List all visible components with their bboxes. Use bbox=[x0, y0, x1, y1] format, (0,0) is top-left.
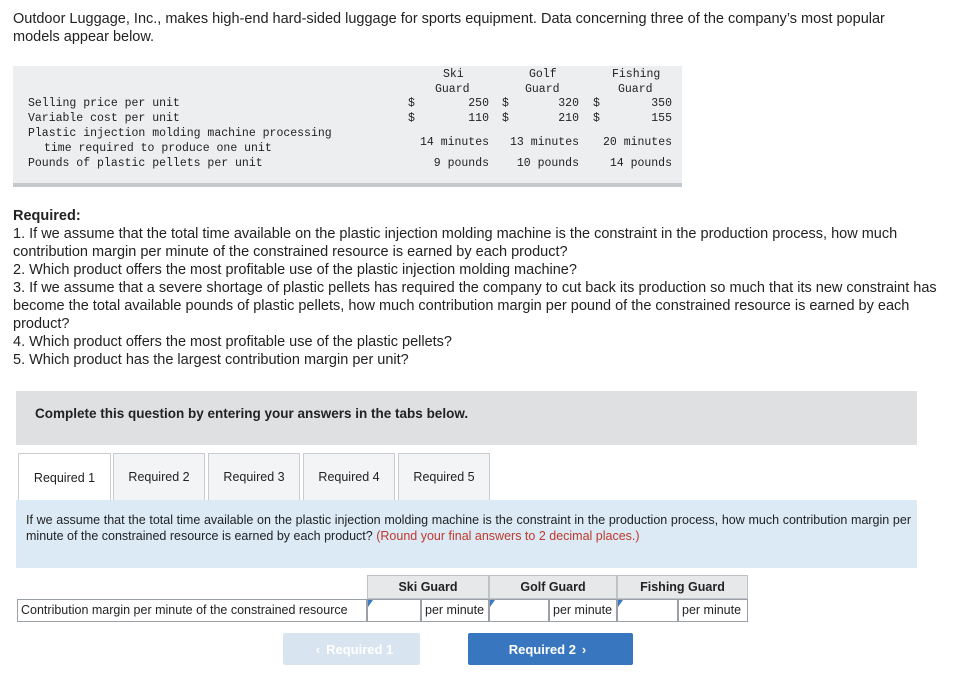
currency-sign: $ bbox=[408, 112, 415, 125]
value-golf-cost: 210 bbox=[558, 112, 579, 125]
question-panel bbox=[16, 500, 917, 568]
required-item-5: 5. Which product has the largest contribution margin per unit? bbox=[13, 352, 409, 368]
value-fishing-price: 350 bbox=[651, 97, 672, 110]
col-header-golf-line2: Guard bbox=[525, 83, 560, 96]
value-fishing-pounds: 14 pounds bbox=[609, 157, 672, 170]
input-flag-icon bbox=[618, 600, 623, 607]
value-ski-cost: 110 bbox=[468, 112, 489, 125]
col-header-ski-line1: Ski bbox=[443, 68, 464, 81]
unit-label: per minute bbox=[549, 599, 617, 622]
col-header-ski-line2: Guard bbox=[435, 83, 470, 96]
row-label-variable-cost: Variable cost per unit bbox=[28, 112, 180, 125]
required-heading: Required: bbox=[13, 208, 81, 224]
value-fishing-cost: 155 bbox=[651, 112, 672, 125]
tab-required-3[interactable]: Required 3 bbox=[208, 453, 300, 501]
value-ski-price: 250 bbox=[468, 97, 489, 110]
chevron-left-icon: ‹ bbox=[315, 641, 321, 657]
tab-required-4[interactable]: Required 4 bbox=[303, 453, 395, 501]
chevron-right-icon: › bbox=[581, 641, 587, 657]
currency-sign: $ bbox=[502, 112, 509, 125]
answer-row-label: Contribution margin per minute of the constrained resource bbox=[17, 599, 367, 622]
rounding-note: (Round your final answers to 2 decimal places.) bbox=[376, 529, 640, 543]
answer-header-golf: Golf Guard bbox=[489, 575, 617, 599]
row-label-pounds: Pounds of plastic pellets per unit bbox=[28, 157, 263, 170]
instruction-text: Complete this question by entering your answers in the tabs below. bbox=[35, 406, 469, 421]
prev-required-button[interactable] bbox=[283, 633, 420, 665]
required-item-2: 2. Which product offers the most profitable use of the plastic injection molding machine? bbox=[13, 262, 577, 278]
row-label-machine-time-line2: time required to produce one unit bbox=[44, 142, 272, 155]
col-header-fishing-line2: Guard bbox=[618, 83, 653, 96]
answer-header-ski: Ski Guard bbox=[367, 575, 489, 599]
next-required-button[interactable] bbox=[468, 633, 633, 665]
answer-header-fishing: Fishing Guard bbox=[617, 575, 748, 599]
prev-button-label: Required 1 bbox=[326, 641, 394, 657]
currency-sign: $ bbox=[408, 97, 415, 110]
ski-cm-per-minute-input[interactable] bbox=[367, 599, 421, 622]
col-header-fishing-line1: Fishing bbox=[612, 68, 661, 81]
unit-label: per minute bbox=[421, 599, 489, 622]
value-golf-price: 320 bbox=[558, 97, 579, 110]
value-ski-minutes: 14 minutes bbox=[419, 136, 489, 149]
row-label-machine-time-line1: Plastic injection molding machine processing bbox=[28, 127, 332, 140]
value-fishing-minutes: 20 minutes bbox=[602, 136, 672, 149]
required-item-4: 4. Which product offers the most profitable use of the plastic pellets? bbox=[13, 334, 452, 350]
input-flag-icon bbox=[490, 600, 495, 607]
intro-text: Outdoor Luggage, Inc., makes high-end hard-sided luggage for sports equipment. Data concerning three of the company’s most popular models appear below. bbox=[13, 11, 885, 45]
tab-required-5[interactable]: Required 5 bbox=[398, 453, 490, 501]
value-golf-minutes: 13 minutes bbox=[509, 136, 579, 149]
instruction-banner bbox=[16, 391, 917, 445]
required-item-3: 3. If we assume that a severe shortage of plastic pellets has required the company to cut back its production so much that its new constraint has become the total available pounds of plastic pellets, how much contribution margin per pound of the constrained resource is earned by each product? bbox=[13, 280, 937, 332]
currency-sign: $ bbox=[593, 97, 600, 110]
question-text bbox=[26, 512, 911, 544]
fishing-cm-per-minute-input[interactable] bbox=[617, 599, 678, 622]
ski-cm-per-minute-field[interactable] bbox=[368, 600, 420, 621]
required-item-1: 1. If we assume that the total time available on the plastic injection molding machine is the constraint in the production process, how much contribution margin per minute of the constrained resource is earned by each product? bbox=[13, 226, 898, 260]
value-golf-pounds: 10 pounds bbox=[516, 157, 579, 170]
data-table bbox=[13, 66, 682, 187]
input-flag-icon bbox=[368, 600, 373, 607]
currency-sign: $ bbox=[593, 112, 600, 125]
fishing-cm-per-minute-field[interactable] bbox=[618, 600, 677, 621]
currency-sign: $ bbox=[502, 97, 509, 110]
col-header-golf-line1: Golf bbox=[529, 68, 557, 81]
tab-required-1[interactable]: Required 1 bbox=[18, 453, 111, 502]
golf-cm-per-minute-input[interactable] bbox=[489, 599, 549, 622]
unit-label: per minute bbox=[678, 599, 748, 622]
golf-cm-per-minute-field[interactable] bbox=[490, 600, 548, 621]
next-button-label: Required 2 bbox=[508, 641, 576, 657]
tab-required-2[interactable]: Required 2 bbox=[113, 453, 205, 501]
question-body: If we assume that the total time available on the plastic injection molding machine is the constraint in the production process, how much contribution margin per minute of the constrained resource is earned by each product? bbox=[26, 513, 911, 543]
row-label-selling-price: Selling price per unit bbox=[28, 97, 180, 110]
value-ski-pounds: 9 pounds bbox=[433, 157, 489, 170]
required-section bbox=[13, 207, 938, 369]
